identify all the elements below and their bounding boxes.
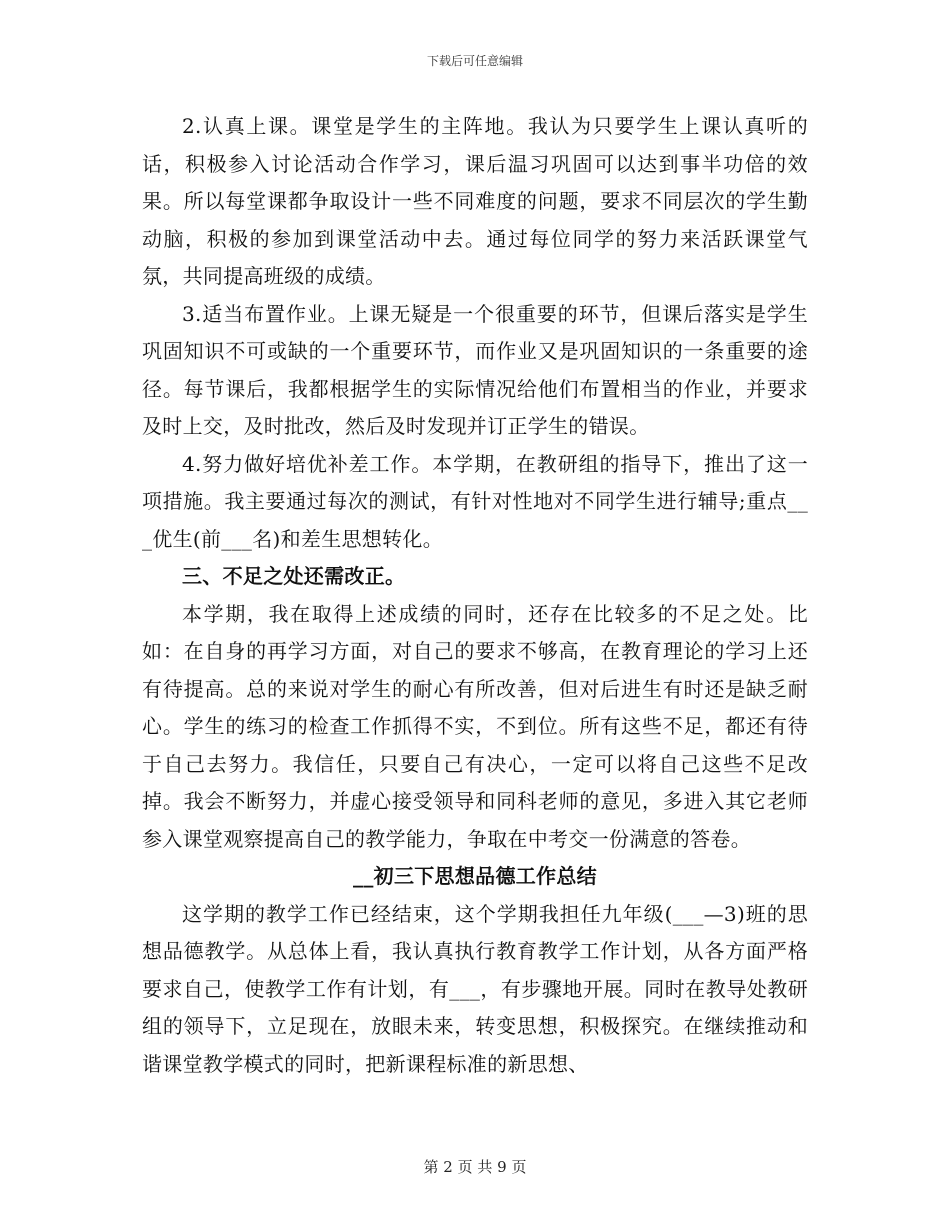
paragraph-shortcomings: 本学期，我在取得上述成绩的同时，还存在比较多的不足之处。比如：在自身的再学习方面，对自己的要求不够高，在教育理论的学习上还有待提高。总的来说对学生的耐心有所改善，但对后进生有时还是缺乏耐心。学生的练习的检查工作抓得不实，不到位。所有这些不足，都还有待于自己去努力。我信任，只要自己有决心，一定可以将自己这些不足改掉。我会不断努力，并虚心接受领导和同科老师的意见，多进入其它老师参入课堂观察提高自己的教学能力，争取在中考交一份满意的答卷。: [142, 601, 808, 851]
document-title: __初三下思想品德工作总结: [353, 864, 597, 888]
section-heading-shortcomings: 三、不足之处还需改正。: [182, 564, 406, 588]
page-header: 下载后可任意编辑: [426, 54, 523, 68]
paragraph-attend-class: 2.认真上课。课堂是学生的主阵地。我认为只要学生上课认真听的话，积极参入讨论活动合作学习，课后温习巩固可以达到事半功倍的效果。所以每堂课都争取设计一些不同难度的问题，要求不同层次的学生勤动脑，积极的参加到课堂活动中去。通过每位同学的努力来活跃课堂气氛，共同提高班级的成绩。: [142, 114, 808, 288]
paragraph-tutoring: 4.努力做好培优补差工作。本学期，在教研组的指导下，推出了这一项措施。我主要通过每次的测试，有针对性地对不同学生进行辅导;重点___优生(前___名)和差生思想转化。: [142, 451, 808, 551]
paragraph-homework: 3.适当布置作业。上课无疑是一个很重要的环节，但课后落实是学生巩固知识不可或缺的一个重要环节，而作业又是巩固知识的一条重要的途径。每节课后，我都根据学生的实际情况给他们布置相当的作业，并要求及时上交，及时批改，然后及时发现并订正学生的错误。: [142, 301, 808, 438]
page-footer: 第 2 页 共 9 页: [423, 1158, 527, 1176]
paragraph-summary-intro: 这学期的教学工作已经结束，这个学期我担任九年级(___—3)班的思想品德教学。从总体上看，我认真执行教育教学工作计划，从各方面严格要求自己，使教学工作有计划，有___，有步骤地开展。同时在教导处教研组的领导下，立足现在，放眼未来，转变思想，积极探究。在继续推动和谐课堂教学模式的同时，把新课程标准的新思想、: [142, 901, 808, 1076]
document-body: [142, 108, 808, 1083]
